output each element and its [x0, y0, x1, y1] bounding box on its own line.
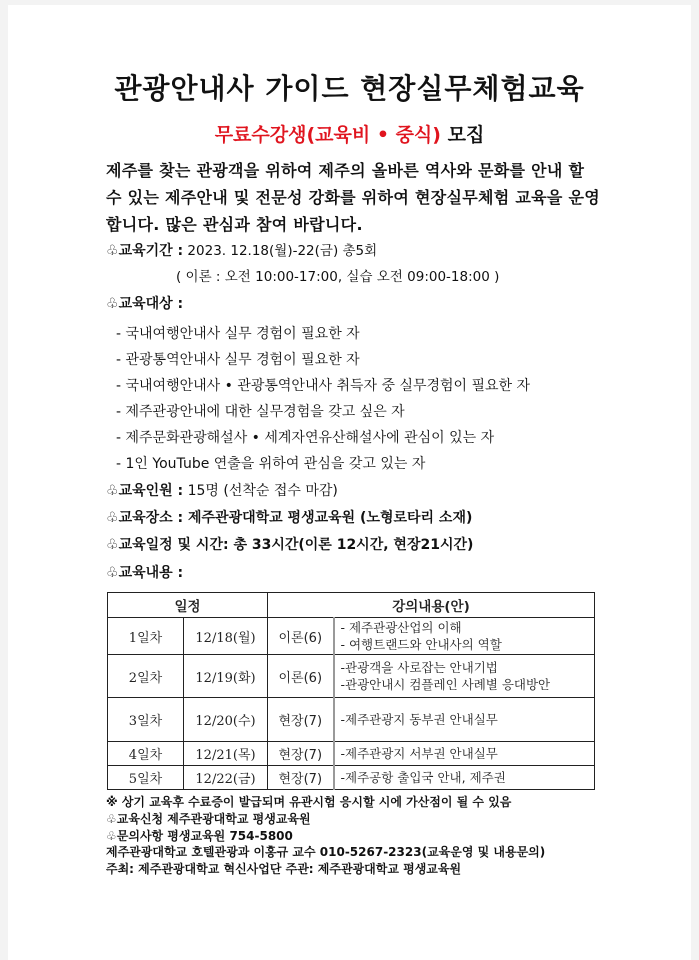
club-bullet-icon: ♧: [106, 812, 117, 826]
venue-label: 교육장소 : 제주관광대학교 평생교육원 (노형로타리 소재): [118, 510, 473, 526]
header-schedule: 일정: [108, 593, 268, 618]
page-subtitle: [8, 120, 691, 147]
footer-inquiry: ♧문의사항 평생교육원 754-5800: [106, 829, 293, 843]
page-title: 관광안내사 가이드 현장실무체험교육: [114, 72, 585, 105]
day-cell: 3일차: [108, 698, 184, 742]
schedule-hours-label: 교육일정 및 시간: 총 33시간(이론 12시간, 현장21시간): [118, 537, 474, 553]
target-item: - 제주관광안내에 대한 실무경험을 갖고 싶은 자: [116, 404, 405, 420]
footer-apply: ♧교육신청 제주관광대학교 평생교육원: [106, 812, 311, 826]
date-cell: 12/21(목): [184, 742, 268, 766]
schedule-table: [107, 592, 595, 790]
content-heading: [106, 562, 183, 582]
header-content: 강의내용(안): [268, 593, 595, 618]
content-line: -관광객을 사로잡는 안내기법: [340, 660, 498, 675]
table-row: [108, 698, 595, 742]
club-bullet-icon: ♧: [106, 565, 119, 581]
content-line: - 제주관광산업의 이해: [340, 620, 462, 635]
content-label: 교육내용 :: [118, 565, 184, 581]
target-item: - 1인 YouTube 연출을 위하여 관심을 갖고 있는 자: [116, 456, 426, 472]
content-line: -제주관광지 서부권 안내실무: [340, 746, 498, 761]
content-line: -제주관광지 동부권 안내실무: [340, 712, 498, 727]
type-cell: 현장(7): [268, 766, 334, 790]
subtitle-rest: 모집: [440, 124, 485, 146]
club-bullet-icon: ♧: [106, 483, 119, 499]
table-header-row: [108, 593, 595, 618]
content-line: - 여행트랜드와 안내사의 역할: [340, 637, 502, 652]
day-cell: 5일차: [108, 766, 184, 790]
venue-line: [106, 507, 472, 527]
capacity-value: 15명 (선착순 접수 마감): [183, 483, 338, 499]
capacity-label: 교육인원 :: [118, 483, 184, 499]
club-bullet-icon: ♧: [106, 537, 119, 553]
table-row: [108, 655, 595, 698]
type-cell: 이론(6): [268, 655, 334, 698]
period-value: 2023. 12.18(월)-22(금) 총5회: [183, 243, 378, 259]
club-bullet-icon: ♧: [106, 510, 119, 526]
content-cell: [334, 742, 595, 766]
day-cell: 1일차: [108, 618, 184, 655]
capacity-line: [106, 480, 338, 500]
table-row: [108, 742, 595, 766]
period-line: [106, 239, 377, 260]
document-page: [8, 5, 691, 960]
day-cell: 4일차: [108, 742, 184, 766]
target-item: - 관광통역안내사 실무 경험이 필요한 자: [116, 352, 360, 368]
club-bullet-icon: ♧: [106, 829, 117, 843]
club-bullet-icon: ♧: [106, 243, 119, 259]
subtitle-highlight: 무료수강생(교육비 • 중식): [214, 124, 441, 146]
table-row: [108, 618, 595, 655]
footer-contact: 제주관광대학교 호텔관광과 이홍규 교수 010-5267-2323(교육운영 및 내용문의): [106, 845, 546, 859]
type-cell: 현장(7): [268, 698, 334, 742]
date-cell: 12/20(수): [184, 698, 268, 742]
target-item: - 제주문화관광해설사 • 세계자연유산해설사에 관심이 있는 자: [116, 430, 495, 446]
intro-line-3: 합니다. 많은 관심과 참여 바랍니다.: [106, 215, 363, 234]
date-cell: 12/22(금): [184, 766, 268, 790]
content-cell: [334, 655, 595, 698]
period-detail: ( 이론 : 오전 10:00-17:00, 실습 오전 09:00-18:00 ): [176, 269, 500, 285]
content-cell: [334, 618, 595, 655]
content-line: -관광안내시 컴플레인 사례별 응대방안: [340, 677, 551, 692]
type-cell: 현장(7): [268, 742, 334, 766]
date-cell: 12/19(화): [184, 655, 268, 698]
schedule-hours-line: [106, 534, 473, 554]
target-heading: [106, 293, 183, 313]
intro-line-1: 제주를 찾는 관광객을 위하여 제주의 올바른 역사와 문화를 안내 할: [106, 161, 585, 180]
table-row: [108, 766, 595, 790]
content-cell: [334, 698, 595, 742]
intro-line-2: 수 있는 제주안내 및 전문성 강화를 위하여 현장실무체험 교육을 운영: [106, 188, 601, 207]
footer-note: ※ 상기 교육후 수료증이 발급되며 유관시험 응시할 시에 가산점이 될 수 있음: [106, 795, 512, 809]
target-item: - 국내여행안내사 • 관광통역안내사 취득자 중 실무경험이 필요한 자: [116, 378, 531, 394]
content-line: -제주공항 출입국 안내, 제주권: [340, 770, 506, 785]
content-cell: [334, 766, 595, 790]
target-label: 교육대상 :: [118, 296, 184, 312]
date-cell: 12/18(월): [184, 618, 268, 655]
day-cell: 2일차: [108, 655, 184, 698]
period-label: 교육기간 :: [118, 243, 184, 259]
club-bullet-icon: ♧: [106, 296, 119, 312]
target-item: - 국내여행안내사 실무 경험이 필요한 자: [116, 326, 360, 342]
type-cell: 이론(6): [268, 618, 334, 655]
footer-host: 주최: 제주관광대학교 혁신사업단 주관: 제주관광대학교 평생교육원: [106, 862, 462, 876]
